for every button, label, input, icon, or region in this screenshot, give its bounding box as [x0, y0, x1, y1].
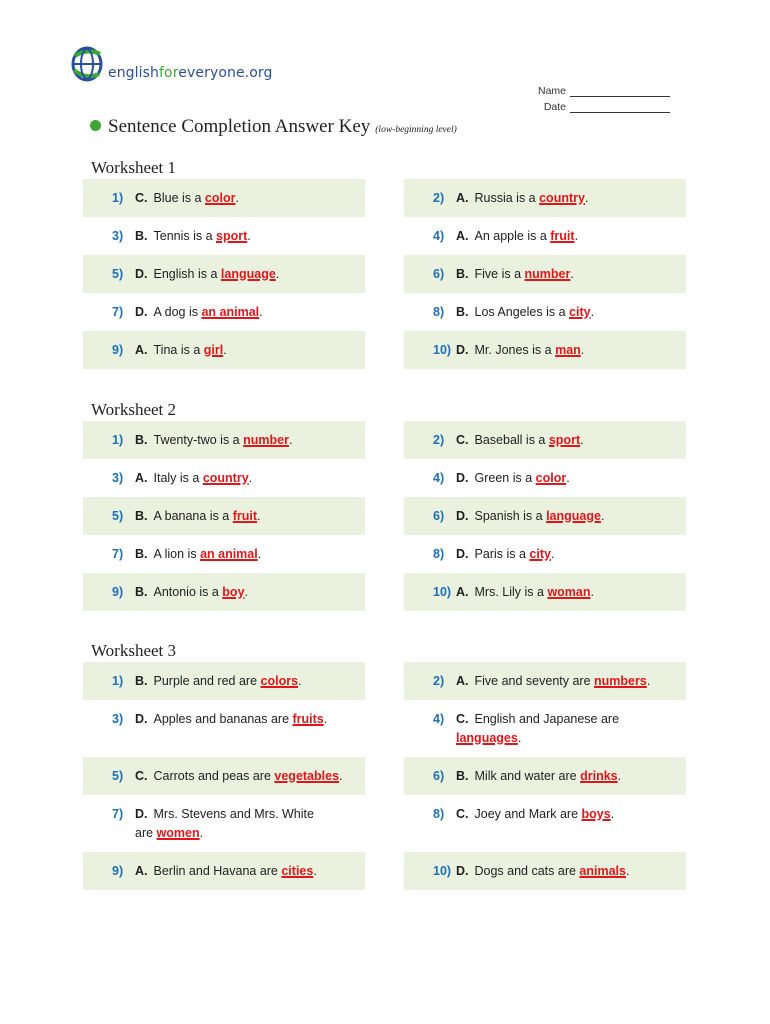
answer-word: languages — [456, 731, 518, 745]
answer-word: vegetables — [274, 769, 340, 783]
choice-letter: A. — [456, 229, 469, 243]
sentence-punct: . — [339, 769, 343, 783]
answer-item — [404, 662, 686, 700]
sentence-punct: . — [517, 731, 522, 745]
sentence-punct: . — [199, 826, 204, 840]
sentence-text: A dog is — [153, 305, 202, 319]
answer-word: country — [202, 471, 249, 485]
answer-item — [404, 535, 686, 573]
answer-item — [83, 700, 365, 757]
answer-word: color — [204, 191, 236, 205]
item-number: 6) — [433, 267, 445, 281]
name-line — [500, 83, 670, 99]
answer-item — [404, 421, 686, 459]
choice-letter: C. — [456, 433, 469, 447]
answer-word: woman — [547, 585, 591, 599]
choice-letter: B. — [456, 267, 469, 281]
choice-letter: D. — [456, 509, 469, 523]
answer-item — [83, 293, 365, 331]
choice-letter: C. — [456, 807, 469, 821]
answer-item — [83, 573, 365, 611]
answer-line — [433, 547, 554, 561]
sentence-text: Berlin and Havana are — [153, 864, 282, 878]
answer-line — [112, 229, 251, 243]
sentence-punct: . — [580, 343, 585, 357]
sentence-punct: . — [288, 433, 293, 447]
answer-line — [433, 267, 574, 281]
sentence-punct: . — [590, 585, 594, 599]
answer-word: fruit — [550, 229, 575, 243]
sentence-punct: . — [584, 191, 589, 205]
site-logo[interactable] — [70, 42, 310, 90]
answer-line — [433, 712, 619, 726]
item-number: 3) — [112, 229, 124, 243]
item-number: 10) — [433, 864, 452, 878]
sentence-text: Purple and red are — [153, 674, 261, 688]
sentence-punct: . — [590, 305, 595, 319]
answer-line — [433, 343, 584, 357]
worksheet-title: Worksheet 2 — [91, 400, 177, 419]
sentence-text: Russia is a — [474, 191, 540, 205]
sentence-text: are — [135, 826, 157, 840]
item-number: 9) — [112, 585, 124, 599]
sentence-text: Five is a — [474, 267, 525, 281]
title-subtitle: (low-beginning level) — [375, 125, 457, 135]
choice-letter: B. — [135, 509, 148, 523]
item-number: 3) — [112, 471, 124, 485]
sentence-punct: . — [570, 267, 574, 281]
sentence-text: Milk and water are — [474, 769, 581, 783]
answer-item — [404, 459, 686, 497]
item-number: 4) — [433, 712, 445, 726]
choice-letter: A. — [456, 674, 469, 688]
item-number: 6) — [433, 769, 445, 783]
item-number: 8) — [433, 807, 445, 821]
sentence-text: Twenty-two is a — [153, 433, 244, 447]
answer-item — [404, 757, 686, 795]
sentence-text: Tennis is a — [153, 229, 217, 243]
answer-word: colors — [260, 674, 299, 688]
item-number: 2) — [433, 674, 445, 688]
answer-word: numbers — [594, 674, 647, 688]
answer-line — [112, 585, 248, 599]
answer-line — [433, 807, 614, 821]
answer-word: city — [569, 305, 591, 319]
answer-word: an animal — [201, 305, 260, 319]
answer-word: animals — [579, 864, 626, 878]
answer-item — [83, 757, 365, 795]
name-date-block — [500, 83, 670, 115]
sentence-text: Italy is a — [153, 471, 203, 485]
answer-word: color — [535, 471, 567, 485]
answer-line — [433, 305, 594, 319]
answer-word: cities — [281, 864, 314, 878]
answer-item — [83, 497, 365, 535]
answer-line — [112, 769, 343, 783]
item-number: 2) — [433, 433, 445, 447]
item-number: 1) — [112, 674, 124, 688]
answer-line — [112, 191, 239, 205]
sentence-punct: . — [610, 807, 615, 821]
choice-letter: D. — [135, 712, 148, 726]
answer-word: language — [220, 267, 276, 281]
sentence-punct: . — [275, 267, 280, 281]
item-number: 10) — [433, 585, 452, 599]
item-number: 7) — [112, 547, 124, 561]
answer-line — [433, 471, 570, 485]
choice-letter: B. — [135, 585, 148, 599]
answer-item — [83, 459, 365, 497]
answer-word: women — [156, 826, 200, 840]
choice-letter: B. — [135, 547, 148, 561]
answer-word: boys — [581, 807, 611, 821]
date-label: Date — [543, 101, 566, 113]
item-number: 1) — [112, 191, 124, 205]
choice-letter: B. — [135, 674, 148, 688]
answer-line — [112, 433, 292, 447]
sentence-punct: . — [223, 343, 227, 357]
name-label: Name — [537, 85, 566, 97]
answer-item — [83, 795, 365, 852]
answer-word: sport — [216, 229, 248, 243]
choice-letter: C. — [456, 712, 469, 726]
choice-letter: A. — [135, 864, 148, 878]
answer-word: girl — [203, 343, 224, 357]
choice-letter: A. — [135, 343, 148, 357]
title-text: Sentence Completion Answer Key — [108, 116, 371, 137]
choice-letter: B. — [135, 433, 148, 447]
sentence-punct: . — [257, 509, 261, 523]
answer-item — [83, 179, 365, 217]
answer-line-2 — [456, 731, 521, 745]
answer-line — [112, 712, 327, 726]
sentence-text: English and Japanese are — [474, 712, 620, 726]
page-title — [90, 116, 457, 138]
answer-line — [433, 229, 578, 243]
answer-line — [112, 547, 261, 561]
sentence-text: Mrs. Stevens and Mrs. White — [153, 807, 314, 821]
answer-line — [433, 674, 650, 688]
sentence-punct: . — [244, 585, 249, 599]
sentence-punct: . — [580, 433, 584, 447]
answer-item — [83, 255, 365, 293]
sentence-punct: . — [248, 471, 253, 485]
answer-line — [112, 509, 261, 523]
sentence-punct: . — [600, 509, 605, 523]
sentence-text: Los Angeles is a — [474, 305, 570, 319]
item-number: 10) — [433, 343, 452, 357]
answer-item — [404, 573, 686, 611]
answer-line — [112, 864, 317, 878]
sentence-text: Mrs. Lily is a — [474, 585, 548, 599]
answer-word: number — [243, 433, 289, 447]
item-number: 4) — [433, 229, 445, 243]
item-number: 7) — [112, 807, 124, 821]
sentence-text: Joey and Mark are — [474, 807, 582, 821]
date-blank — [570, 102, 670, 113]
answer-item — [404, 795, 686, 852]
sentence-punct: . — [646, 674, 651, 688]
sentence-text: Mr. Jones is a — [474, 343, 556, 357]
item-number: 8) — [433, 547, 445, 561]
answer-line — [112, 807, 314, 821]
sentence-punct: . — [259, 305, 263, 319]
item-number: 4) — [433, 471, 445, 485]
item-number: 5) — [112, 509, 124, 523]
sentence-text: Spanish is a — [474, 509, 547, 523]
sentence-punct: . — [247, 229, 251, 243]
answer-item — [404, 255, 686, 293]
choice-letter: D. — [135, 267, 148, 281]
date-line — [500, 99, 670, 115]
answer-word: boy — [222, 585, 245, 599]
answer-item — [83, 852, 365, 890]
answer-item — [404, 497, 686, 535]
answer-line-2 — [135, 826, 203, 840]
item-number: 8) — [433, 305, 445, 319]
choice-letter: A. — [135, 471, 148, 485]
sentence-text: Five and seventy are — [474, 674, 595, 688]
answer-word: fruits — [292, 712, 324, 726]
sentence-punct: . — [625, 864, 630, 878]
item-number: 5) — [112, 267, 124, 281]
answer-item — [83, 217, 365, 255]
choice-letter: C. — [135, 769, 148, 783]
sentence-text: Blue is a — [153, 191, 205, 205]
answer-word: number — [524, 267, 571, 281]
sentence-text: Paris is a — [474, 547, 530, 561]
sentence-punct: . — [257, 547, 262, 561]
item-number: 3) — [112, 712, 124, 726]
answer-line — [433, 433, 584, 447]
choice-letter: D. — [456, 864, 469, 878]
name-blank — [570, 86, 670, 97]
item-number: 6) — [433, 509, 445, 523]
sentence-text: Baseball is a — [474, 433, 549, 447]
item-number: 9) — [112, 864, 124, 878]
sentence-punct: . — [298, 674, 302, 688]
sentence-text: Dogs and cats are — [474, 864, 580, 878]
globe-logo-icon — [70, 42, 110, 86]
sentence-punct: . — [313, 864, 317, 878]
sentence-punct: . — [566, 471, 570, 485]
answer-word: an animal — [200, 547, 258, 561]
item-number: 2) — [433, 191, 445, 205]
answer-line — [433, 191, 588, 205]
item-number: 7) — [112, 305, 124, 319]
sentence-text: Tina is a — [153, 343, 204, 357]
sentence-text: Carrots and peas are — [153, 769, 275, 783]
answer-word: city — [529, 547, 551, 561]
answer-item — [83, 662, 365, 700]
choice-letter: D. — [135, 807, 148, 821]
sentence-text: A lion is — [153, 547, 201, 561]
answer-item — [404, 293, 686, 331]
answer-line — [433, 769, 621, 783]
sentence-punct: . — [235, 191, 239, 205]
choice-letter: D. — [456, 343, 469, 357]
answer-line — [112, 305, 263, 319]
sentence-text: A banana is a — [153, 509, 233, 523]
worksheet-title: Worksheet 1 — [91, 158, 177, 177]
worksheet-title: Worksheet 3 — [91, 641, 177, 660]
bullet-icon — [90, 120, 101, 131]
sentence-text: An apple is a — [474, 229, 551, 243]
answer-line — [112, 267, 279, 281]
answer-item — [83, 421, 365, 459]
answer-word: drinks — [580, 769, 618, 783]
choice-letter: B. — [456, 769, 469, 783]
sentence-punct: . — [550, 547, 555, 561]
answer-line — [112, 674, 302, 688]
answer-item — [83, 535, 365, 573]
sentence-punct: . — [617, 769, 622, 783]
item-number: 9) — [112, 343, 124, 357]
answer-line — [112, 471, 252, 485]
answer-item — [404, 331, 686, 369]
answer-line — [433, 585, 594, 599]
sentence-text: Apples and bananas are — [153, 712, 293, 726]
answer-item — [83, 331, 365, 369]
item-number: 5) — [112, 769, 124, 783]
answer-item — [404, 700, 686, 757]
answer-line — [112, 343, 227, 357]
answer-item — [404, 217, 686, 255]
answer-item — [404, 179, 686, 217]
logo-text: englishforeveryone.org — [108, 65, 273, 81]
answer-word: sport — [548, 433, 581, 447]
answer-item — [404, 852, 686, 890]
choice-letter: D. — [135, 305, 148, 319]
answer-word: man — [555, 343, 581, 357]
choice-letter: A. — [456, 191, 469, 205]
answer-word: country — [539, 191, 585, 205]
sentence-text: Antonio is a — [153, 585, 223, 599]
answer-line — [433, 864, 629, 878]
choice-letter: D. — [456, 547, 469, 561]
choice-letter: D. — [456, 471, 469, 485]
answer-word: fruit — [232, 509, 258, 523]
sentence-punct: . — [574, 229, 579, 243]
choice-letter: B. — [135, 229, 148, 243]
answer-line — [433, 509, 604, 523]
answer-word: language — [546, 509, 601, 523]
sentence-punct: . — [323, 712, 328, 726]
choice-letter: B. — [456, 305, 469, 319]
sentence-text: Green is a — [474, 471, 536, 485]
item-number: 1) — [112, 433, 124, 447]
sentence-text: English is a — [153, 267, 221, 281]
choice-letter: C. — [135, 191, 148, 205]
choice-letter: A. — [456, 585, 469, 599]
